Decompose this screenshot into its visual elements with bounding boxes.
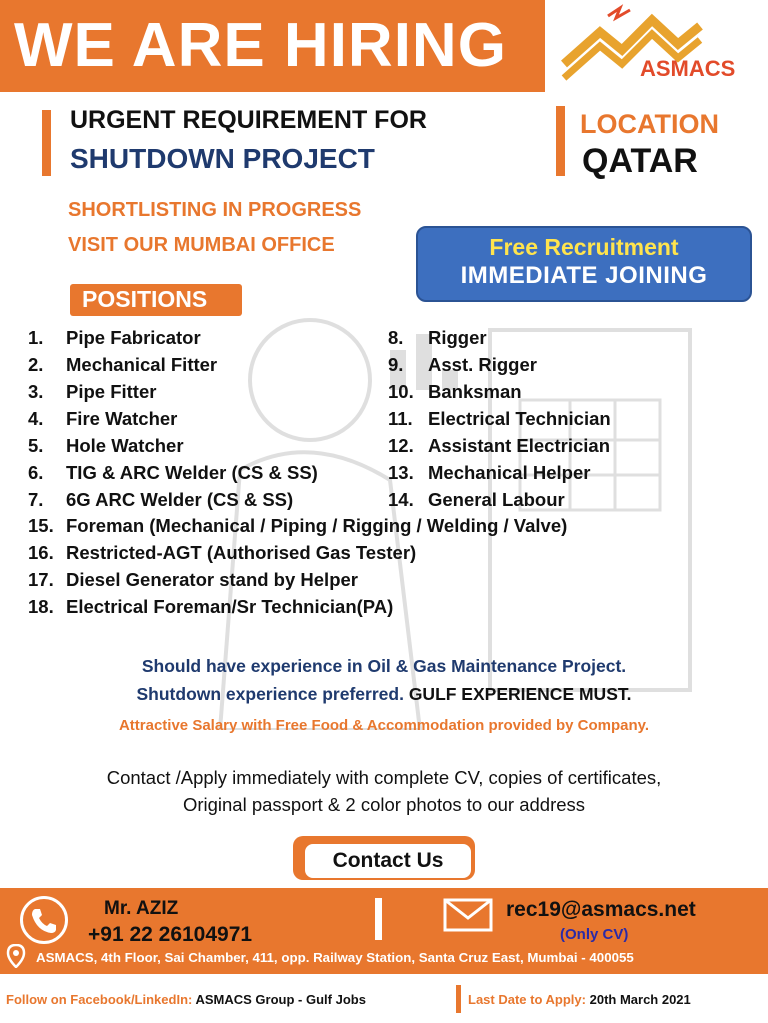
position-item: 10. Banksman: [388, 381, 522, 402]
position-item: 12. Assistant Electrician: [388, 435, 610, 456]
logo-text: ASMACS: [640, 56, 736, 81]
contact-us-button[interactable]: Contact Us: [303, 842, 473, 880]
hiring-title: WE ARE HIRING: [14, 11, 507, 80]
position-item: 18. Electrical Foreman/Sr Technician(PA): [28, 596, 394, 617]
office-address: ASMACS, 4th Floor, Sai Chamber, 411, opp. Railway Station, Santa Cruz East, Mumbai - 400055: [36, 950, 634, 965]
position-item: 6. TIG & ARC Welder (CS & SS): [28, 462, 318, 483]
apply-line2: Original passport & 2 color photos to our address: [182, 794, 586, 815]
position-item: 9. Asst. Rigger: [388, 354, 537, 375]
position-item: 15. Foreman (Mechanical / Piping / Rigging / Welding / Valve): [28, 515, 568, 536]
mail-icon: [443, 898, 493, 932]
email-note: (Only CV): [560, 926, 629, 943]
accent-bar: [556, 106, 565, 176]
last-date: Last Date to Apply: 20th March 2021: [468, 992, 691, 1007]
phone-icon: [20, 896, 68, 944]
position-item: 17. Diesel Generator stand by Helper: [28, 569, 358, 590]
position-item: 16. Restricted-AGT (Authorised Gas Tester): [28, 542, 417, 563]
position-item: 5. Hole Watcher: [28, 435, 184, 456]
visit-notice: VISIT OUR MUMBAI OFFICE: [68, 234, 335, 256]
position-item: 8. Rigger: [388, 327, 487, 348]
accent-bar: [42, 110, 51, 176]
social-handle: ASMACS Group - Gulf Jobs: [195, 992, 366, 1007]
immediate-joining: IMMEDIATE JOINING: [460, 262, 708, 289]
shortlisting-notice: SHORTLISTING IN PROGRESS: [68, 199, 362, 221]
experience-line2: Shutdown experience preferred. GULF EXPERIENCE MUST.: [136, 684, 632, 704]
position-item: 11. Electrical Technician: [388, 408, 611, 429]
gulf-experience-must: GULF EXPERIENCE MUST.: [408, 684, 632, 704]
position-item: 13. Mechanical Helper: [388, 462, 591, 483]
position-item: 4. Fire Watcher: [28, 408, 178, 429]
footer-divider: [375, 898, 382, 940]
contact-email[interactable]: rec19@asmacs.net: [506, 898, 696, 921]
accent-bar: [456, 985, 461, 1013]
location-label: LOCATION: [580, 109, 719, 139]
positions-heading: POSITIONS: [82, 286, 208, 312]
requirement-line1: URGENT REQUIREMENT FOR: [70, 106, 427, 134]
position-item: 7. 6G ARC Welder (CS & SS): [28, 489, 294, 510]
position-item: 14. General Labour: [388, 489, 565, 510]
follow-social: Follow on Facebook/LinkedIn: ASMACS Group - Gulf Jobs: [6, 992, 366, 1007]
location-pin-icon: [6, 944, 26, 968]
apply-line1: Contact /Apply immediately with complete CV, copies of certificates,: [106, 767, 662, 788]
free-recruitment: Free Recruitment: [489, 234, 679, 260]
salary-note: Attractive Salary with Free Food & Accommodation provided by Company.: [118, 717, 650, 734]
requirement-line2: SHUTDOWN PROJECT: [70, 143, 375, 174]
position-item: 3. Pipe Fitter: [28, 381, 157, 402]
contact-phone[interactable]: +91 22 26104971: [88, 923, 253, 946]
position-item: 1. Pipe Fabricator: [28, 327, 201, 348]
contact-name: Mr. AZIZ: [104, 898, 179, 919]
location-value: QATAR: [582, 142, 698, 180]
position-item: 2. Mechanical Fitter: [28, 354, 218, 375]
experience-line1: Should have experience in Oil & Gas Maintenance Project.: [141, 656, 627, 676]
last-date-value: 20th March 2021: [589, 992, 691, 1007]
